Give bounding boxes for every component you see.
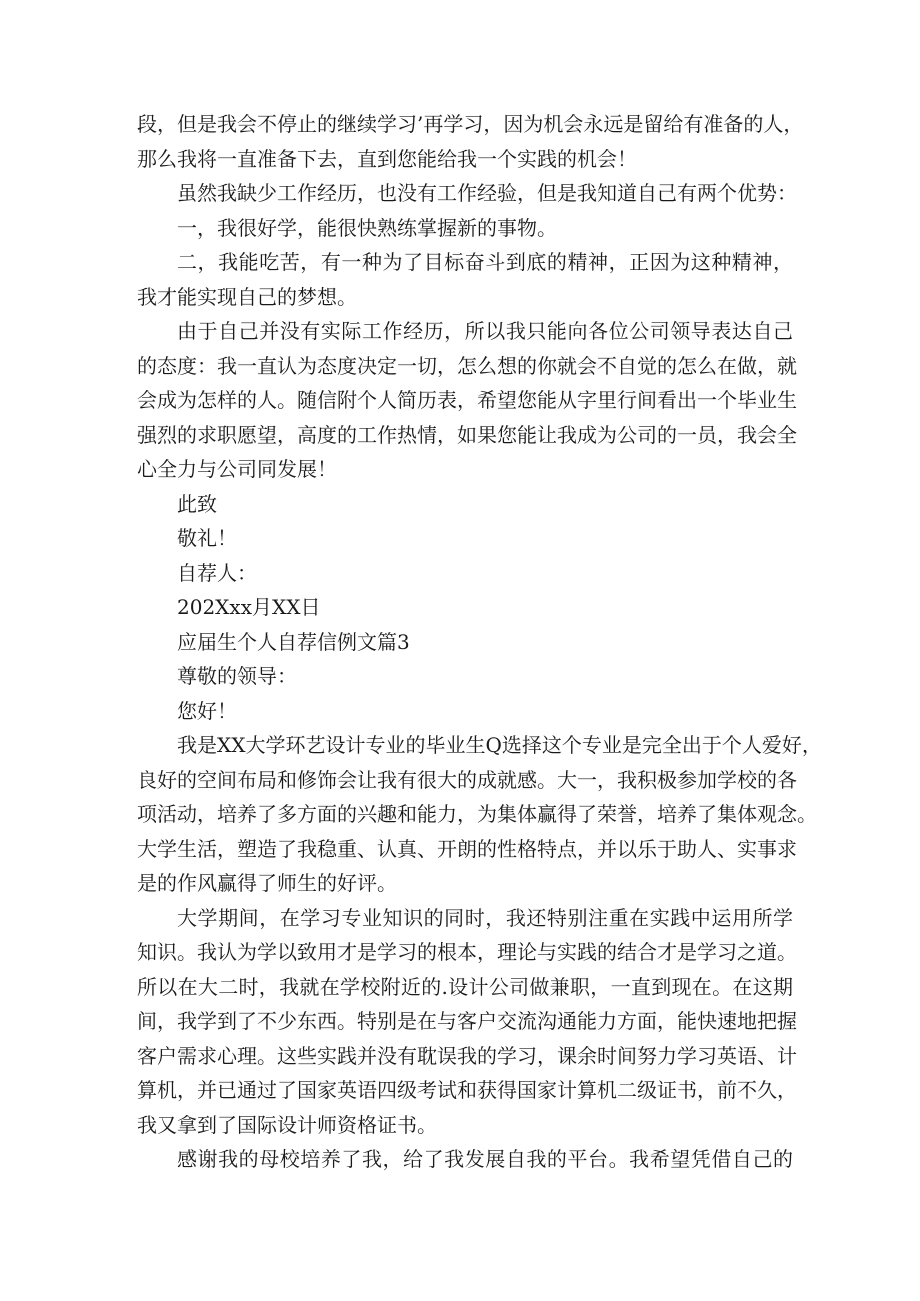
text-line: 我又拿到了国际设计师资格证书。 bbox=[137, 1112, 437, 1137]
closing-line: 此致 bbox=[177, 491, 217, 516]
text-line: 由于自己并没有实际工作经历，所以我只能向各位公司领导表达自己 bbox=[177, 319, 793, 343]
greeting-line: 尊敬的领导： bbox=[177, 664, 297, 688]
text-line: 我是XX大学环艺设计专业的毕业生Q选择这个专业是完全出于个人爱好， bbox=[177, 733, 822, 757]
text-line: 会成为怎样的人。随信附个人简历表，希望您能从字里行间看出一个毕业生 bbox=[137, 388, 797, 412]
text-line: 强烈的求职愿望，高度的工作热情，如果您能让我成为公司的一员，我会全 bbox=[137, 422, 797, 447]
text-line: 间，我学到了不少东西。特别是在与客户交流沟通能力方面，能快速地把握 bbox=[137, 1009, 797, 1033]
text-line: 感谢我的母校培养了我，给了我发展自我的平台。我希望凭借自己的 bbox=[177, 1147, 793, 1171]
text-line: 算机，并已通过了国家英语四级考试和获得国家计算机二级证书，前不久， bbox=[137, 1078, 797, 1102]
text-line: 一，我很好学，能很快熟练掌握新的事物。 bbox=[177, 215, 557, 240]
greeting-line: 您好！ bbox=[177, 698, 237, 723]
text-line: 心全力与公司同发展！ bbox=[137, 457, 337, 481]
text-line: 项活动，培养了多方面的兴趣和能力，为集体赢得了荣誉，培养了集体观念。 bbox=[137, 802, 817, 826]
text-line: 那么我将一直准备下去，直到您能给我一个实践的机会！ bbox=[137, 146, 637, 171]
text-line: 良好的空间布局和修饰会让我有很大的成就感。大一，我积极参加学校的各 bbox=[137, 767, 797, 792]
section-title: 应届生个人自荐信例文篇3 bbox=[177, 629, 410, 654]
text-line: 是的作风赢得了师生的好评。 bbox=[137, 871, 397, 895]
text-line: 客户需求心理。这些实践并没有耽误我的学习，课余时间努力学习英语、计 bbox=[137, 1043, 797, 1068]
text-line: 的态度：我一直认为态度决定一切，怎么想的你就会不自觉的怎么在做，就 bbox=[137, 353, 797, 378]
text-line: 所以在大二时，我就在学校附近的.设计公司做兼职，一直到现在。在这期 bbox=[137, 974, 793, 999]
signature-label: 自荐人： bbox=[177, 560, 257, 585]
salutation-line: 敬礼！ bbox=[177, 526, 237, 550]
letter-body bbox=[137, 107, 822, 1177]
text-line: 二，我能吃苦，有一种为了目标奋斗到底的精神，正因为这种精神， bbox=[177, 250, 793, 274]
text-line: 知识。我认为学以致用才是学习的根本，理论与实践的结合才是学习之道。 bbox=[137, 940, 797, 964]
text-line: 虽然我缺少工作经历，也没有工作经验，但是我知道自己有两个优势： bbox=[177, 181, 797, 205]
text-line: 大学生活，塑造了我稳重、认真、开朗的性格特点，并以乐于助人、实事求 bbox=[137, 836, 797, 861]
date-line: 202Xxx月XX日 bbox=[177, 595, 321, 619]
text-line: 我才能实现自己的梦想。 bbox=[137, 284, 357, 309]
text-line: 段，但是我会不停止的继续学习’再学习，因为机会永远是留给有准备的人， bbox=[137, 112, 804, 136]
text-line: 大学期间，在学习专业知识的同时，我还特别注重在实践中运用所学 bbox=[177, 905, 793, 930]
